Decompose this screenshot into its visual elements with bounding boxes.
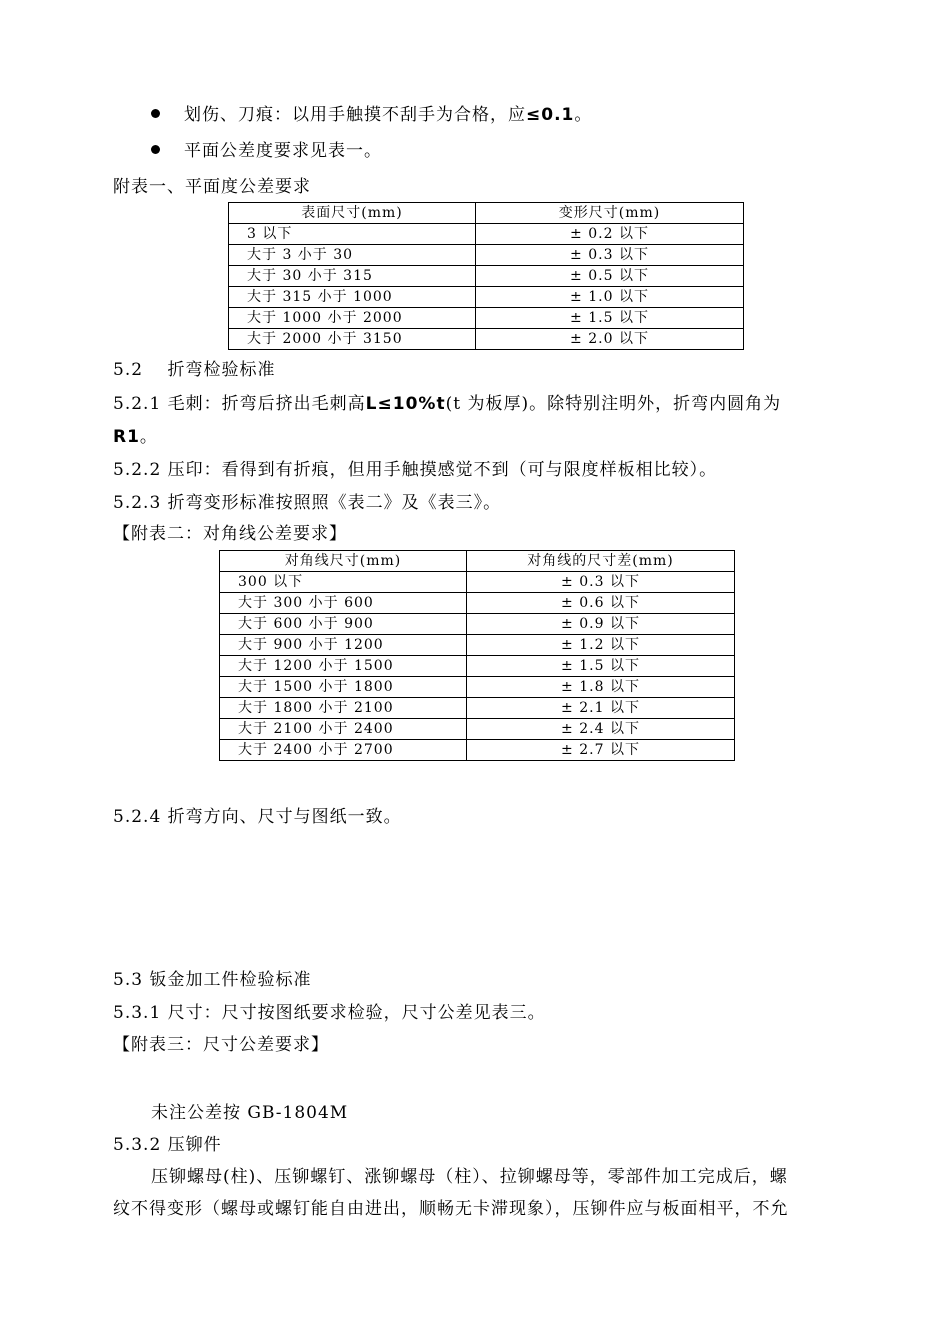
table1-caption: 附表一、平面度公差要求 xyxy=(113,177,311,197)
table-header-cell: 对角线尺寸(mm) xyxy=(220,551,467,572)
table-row xyxy=(220,740,735,761)
table-cell: ± 1.0 以下 xyxy=(476,287,744,308)
paragraph-line: 压铆螺母(柱)、压铆螺钉、涨铆螺母（柱）、拉铆螺母等，零部件加工完成后，螺 xyxy=(151,1167,788,1187)
table-cell: ± 0.2 以下 xyxy=(476,224,744,245)
table-row xyxy=(220,698,735,719)
flatness-table xyxy=(228,202,744,350)
table-cell: 大于 2000 小于 3150 xyxy=(229,329,476,350)
bullet-suffix: 。 xyxy=(574,105,593,125)
table-cell: 大于 2400 小于 2700 xyxy=(220,740,467,761)
section-5-2-4: 5.2.4 折弯方向、尺寸与图纸一致。 xyxy=(113,807,402,827)
table-row xyxy=(229,266,744,287)
table-row xyxy=(220,656,735,677)
table-cell: ± 0.9 以下 xyxy=(467,614,735,635)
table-header-cell: 对角线的尺寸差(mm) xyxy=(467,551,735,572)
table-cell: ± 2.7 以下 xyxy=(467,740,735,761)
table-row xyxy=(220,719,735,740)
bullet-text: 平面公差度要求见表一。 xyxy=(184,141,382,161)
bullet-dot-icon xyxy=(151,145,160,154)
table-row xyxy=(220,635,735,656)
section-5-3-1: 5.3.1 尺寸：尺寸按图纸要求检验，尺寸公差见表三。 xyxy=(113,1003,546,1023)
table-cell: ± 0.5 以下 xyxy=(476,266,744,287)
table-cell: ± 0.3 以下 xyxy=(467,572,735,593)
table-row xyxy=(220,614,735,635)
paragraph-text: (t 为板厚)。除特别注明外，折弯内圆角为 xyxy=(445,394,782,414)
paragraph-line: 纹不得变形（螺母或螺钉能自由进出，顺畅无卡滞现象），压铆件应与板面相平，不允 xyxy=(113,1199,789,1219)
table-cell: 大于 300 小于 600 xyxy=(220,593,467,614)
table3-caption: 【附表三：尺寸公差要求】 xyxy=(113,1035,329,1055)
table-row xyxy=(229,224,744,245)
radius-value: R1 xyxy=(113,427,140,447)
table-row xyxy=(220,572,735,593)
table-cell: ± 0.3 以下 xyxy=(476,245,744,266)
table-cell: 大于 900 小于 1200 xyxy=(220,635,467,656)
table-cell: ± 1.5 以下 xyxy=(476,308,744,329)
table-row xyxy=(220,593,735,614)
diagonal-table xyxy=(219,550,735,761)
tolerance-note: 未注公差按 GB-1804M xyxy=(151,1103,349,1123)
table-cell: 3 以下 xyxy=(229,224,476,245)
table-cell: 大于 1200 小于 1500 xyxy=(220,656,467,677)
table-cell: 大于 2100 小于 2400 xyxy=(220,719,467,740)
table-cell: ± 2.4 以下 xyxy=(467,719,735,740)
table-row xyxy=(220,677,735,698)
table-cell: 大于 315 小于 1000 xyxy=(229,287,476,308)
table-row xyxy=(229,245,744,266)
bullet-flatness xyxy=(151,136,382,161)
burr-limit-value: L≤10%t xyxy=(365,394,446,414)
table-cell: 大于 3 小于 30 xyxy=(229,245,476,266)
bullet-scratch xyxy=(151,100,592,125)
table-cell: 大于 1500 小于 1800 xyxy=(220,677,467,698)
table-cell: ± 0.6 以下 xyxy=(467,593,735,614)
table-cell: 大于 600 小于 900 xyxy=(220,614,467,635)
table-cell: 大于 1000 小于 2000 xyxy=(229,308,476,329)
table-cell: 大于 30 小于 315 xyxy=(229,266,476,287)
table-row xyxy=(229,329,744,350)
table-header-row xyxy=(229,203,744,224)
table-cell: ± 1.5 以下 xyxy=(467,656,735,677)
section-5-3-2-heading: 5.3.2 压铆件 xyxy=(113,1135,222,1155)
bullet-text: 划伤、刀痕：以用手触摸不刮手为合格，应 xyxy=(184,105,526,125)
table-cell: 300 以下 xyxy=(220,572,467,593)
bullet-dot-icon xyxy=(151,109,160,118)
table-cell: ± 1.2 以下 xyxy=(467,635,735,656)
paragraph-text: 。 xyxy=(139,427,158,447)
table-cell: 大于 1800 小于 2100 xyxy=(220,698,467,719)
section-5-2-heading: 5.2 折弯检验标准 xyxy=(113,360,276,380)
table-cell: ± 2.1 以下 xyxy=(467,698,735,719)
table-cell: ± 1.8 以下 xyxy=(467,677,735,698)
section-5-2-2: 5.2.2 压印：看得到有折痕，但用手触摸感觉不到（可与限度样板相比较）。 xyxy=(113,460,718,480)
table-header-cell: 变形尺寸(mm) xyxy=(476,203,744,224)
paragraph-text: 5.2.1 毛刺：折弯后挤出毛刺高 xyxy=(113,394,366,414)
section-5-2-3: 5.2.3 折弯变形标准按照照《表二》及《表三》。 xyxy=(113,493,502,513)
section-5-2-1-line2 xyxy=(113,422,158,447)
table2-caption: 【附表二：对角线公差要求】 xyxy=(113,524,347,544)
table-header-row xyxy=(220,551,735,572)
table-cell: ± 2.0 以下 xyxy=(476,329,744,350)
tolerance-value: ≤0.1 xyxy=(526,105,575,125)
section-5-2-1-line1 xyxy=(113,389,781,414)
table-row xyxy=(229,308,744,329)
table-row xyxy=(229,287,744,308)
table-header-cell: 表面尺寸(mm) xyxy=(229,203,476,224)
section-5-3-heading: 5.3 钣金加工件检验标准 xyxy=(113,970,312,990)
